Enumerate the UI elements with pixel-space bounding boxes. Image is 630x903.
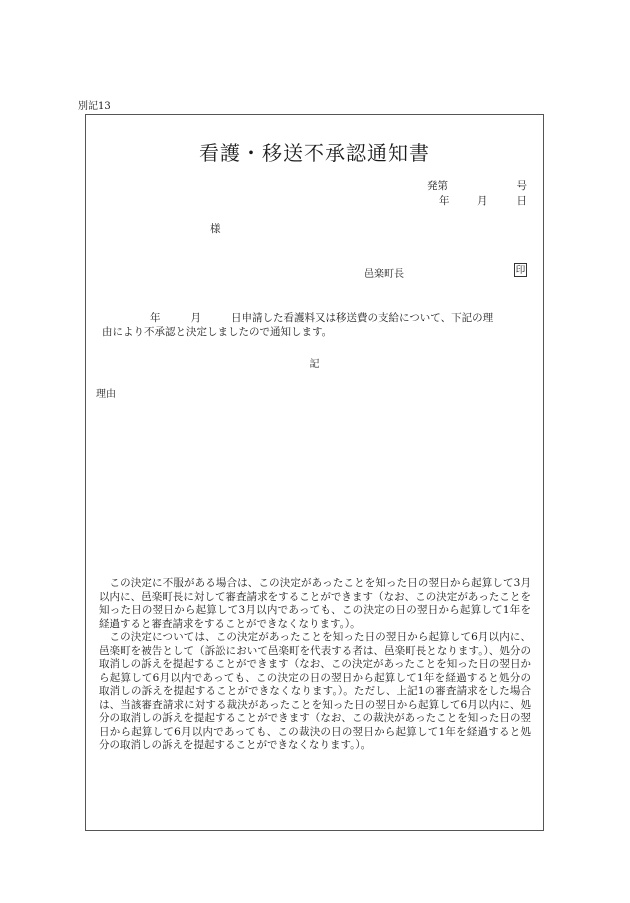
issue-prefix: 発第: [427, 180, 448, 192]
notice-paragraph-2: この決定については、この決定があったことを知った日の翌日から起算して6月以内に、邑楽町を被告として（訴訟において邑楽町を代表する者は、邑楽町長となります。）、処分の取消しの訴えを提起することができます（なお、この決定があったことを知った日の翌日から起算して6月以内であっても、この決定の日の翌日から起算して1年を経過すると処分の取消しの訴えを提起することができなくなります。）。ただし、上記1の審査請求をした場合は、当該審査請求に対する裁決があったことを知った日の翌日から起算して6月以内に、処分の取消しの訴えを提起することができます（なお、この裁決があったことを知った日の翌日から起算して6月以内であっても、この裁決の日の翌日から起算して1年を経過すると処分の取消しの訴えを提起することができなくなります。）。: [99, 631, 531, 751]
intro-line-1: [102, 311, 532, 325]
appeal-notice: [99, 577, 531, 753]
ki-heading: 記: [309, 359, 320, 370]
seal-mark: 印: [515, 265, 526, 276]
intro-month: 月: [190, 312, 201, 324]
intro-text-2: 由により不承認と決定しましたので通知します。: [102, 326, 333, 338]
date-month: 月: [477, 195, 488, 207]
form-id: 別記13: [78, 101, 111, 112]
addressee-suffix: 様: [210, 223, 221, 235]
date-day: 日: [516, 195, 527, 207]
intro-paragraph: [102, 311, 532, 339]
intro-text-1: 日申請した看護料又は移送費の支給について、下記の理: [231, 312, 494, 324]
issue-suffix: 号: [516, 180, 527, 192]
reason-label: 理由: [96, 389, 116, 400]
notice-paragraph-1: この決定に不服がある場合は、この決定があったことを知った日の翌日から起算して3月以内に、邑楽町長に対して審査請求をすることができます（なお、この決定があったことを知った日の翌日から起算して3月以内であっても、この決定の日の翌日から起算して1年を経過すると審査請求をすることができなくなります。）。: [99, 577, 531, 630]
sender-title: 邑楽町長: [364, 269, 404, 280]
notice-form-frame: [85, 114, 544, 831]
document-title: 看護・移送不承認通知書: [199, 141, 430, 165]
date-year: 年: [439, 195, 450, 207]
intro-year: 年: [150, 312, 161, 324]
